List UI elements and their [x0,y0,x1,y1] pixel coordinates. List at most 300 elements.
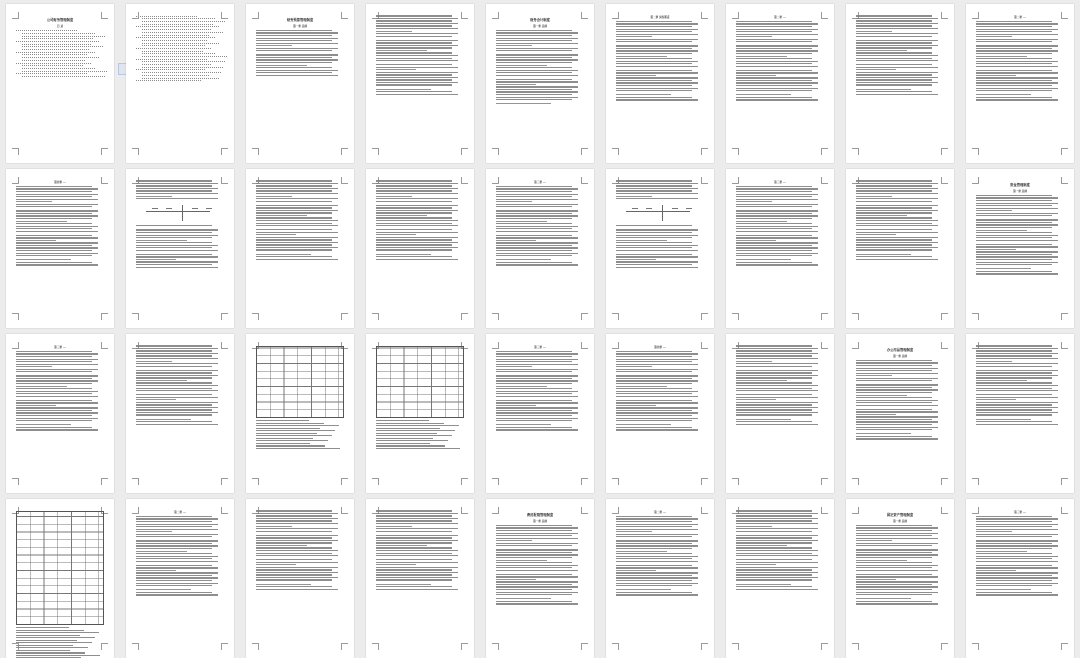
text-line [736,99,818,100]
text-line [736,97,812,98]
text-line [256,180,332,181]
text-line [976,580,1052,581]
page-thumbnail[interactable] [966,4,1074,163]
text-line [736,72,818,73]
text-line [376,579,452,580]
page-body [16,509,104,648]
text-line [16,391,98,392]
text-line [856,380,932,381]
text-line [496,429,578,430]
page-thumbnail[interactable] [486,334,594,493]
text-line [736,237,818,238]
text-line [376,91,452,92]
page-thumbnail[interactable] [726,334,834,493]
text-line [736,45,818,46]
text-line [496,594,572,595]
text-line [496,535,572,536]
text-line [736,579,812,580]
text-line [616,402,698,403]
text-line [256,201,332,202]
text-line [616,229,698,230]
text-line [976,565,1052,566]
page-thumbnail[interactable] [726,169,834,328]
text-line [256,212,332,213]
page-thumbnail[interactable] [366,169,474,328]
page-thumbnail[interactable] [606,334,714,493]
text-line [856,94,938,95]
text-line [136,380,187,381]
text-line [136,399,176,400]
text-line [376,531,452,532]
text-line [496,262,572,263]
page-thumbnail[interactable] [846,169,954,328]
text-line [736,528,818,529]
text-line [736,21,812,22]
text-line [136,372,212,373]
text-line [16,259,71,260]
page-thumbnail[interactable] [246,334,354,493]
text-line [376,584,431,585]
text-line [616,77,698,78]
text-line [496,242,578,243]
text-line [376,528,458,529]
text-line [976,545,1058,546]
text-line [376,42,452,43]
text-line [616,543,692,544]
text-line [616,589,671,590]
text-line [976,592,1052,593]
page-thumbnail[interactable] [726,4,834,163]
text-line [256,535,338,536]
text-line [736,559,812,560]
page-thumbnail[interactable] [966,334,1074,493]
text-line [16,632,99,633]
section-heading: 第四章 ... [654,346,666,349]
toc-entry [142,29,212,30]
toc-entry [142,53,216,54]
text-line [616,361,692,362]
text-line [616,23,698,24]
text-line [736,29,818,30]
text-line [16,218,92,219]
page-thumbnail[interactable] [126,499,234,658]
text-line [616,561,698,562]
text-line [376,60,458,61]
text-line [976,570,1016,571]
text-line [256,526,292,527]
page-thumbnail[interactable] [126,169,234,328]
text-line [616,66,698,67]
text-line [16,228,92,229]
text-line [376,518,458,519]
text-line [496,538,578,539]
text-line [616,526,692,527]
text-line [856,411,938,412]
text-line [496,380,578,381]
text-line [616,366,652,367]
text-line [856,72,938,73]
page-thumbnail[interactable] [486,169,594,328]
text-line [856,254,911,255]
text-line [616,429,698,430]
text-line [616,577,698,578]
text-line [976,380,1027,381]
text-line [616,553,692,554]
text-line [256,433,317,434]
text-line [496,562,572,563]
toc-entry [22,46,103,47]
text-line [376,196,412,197]
page-thumbnail[interactable] [246,169,354,328]
text-line [976,23,1058,24]
text-line [496,221,547,222]
text-line [976,553,1052,554]
text-line [616,420,692,421]
toc-entry [136,26,219,27]
text-line [616,56,667,57]
text-line [16,253,98,254]
text-line [976,97,1052,98]
text-line [616,88,698,89]
text-line [616,225,692,226]
text-line [496,240,536,241]
text-line [856,419,932,420]
text-line [976,353,1058,354]
table [376,346,464,418]
text-line [616,240,667,241]
text-line [136,534,218,535]
text-line [136,264,212,265]
toc-entry [16,63,92,64]
page-thumbnail[interactable] [846,4,954,163]
page-thumbnail[interactable] [366,499,474,658]
text-line [976,345,1052,346]
text-line [736,26,812,27]
text-line [136,551,187,552]
page-thumbnail[interactable] [126,334,234,493]
text-line [976,195,1052,196]
text-line [16,420,92,421]
text-line [736,394,812,395]
text-line [976,99,1058,100]
text-line [736,419,791,420]
text-line [16,353,98,354]
text-line [256,183,338,184]
text-line [736,409,812,410]
text-line [496,576,578,577]
text-line [256,229,332,230]
table [256,346,344,418]
text-line [856,567,932,568]
page-thumbnail[interactable] [966,169,1074,328]
text-line [976,540,1058,541]
text-line [376,89,431,90]
page-thumbnail[interactable] [6,334,114,493]
text-line [736,85,812,86]
page-thumbnail[interactable] [606,169,714,328]
text-line [856,188,938,189]
text-line [736,385,818,386]
page-thumbnail[interactable] [846,499,954,658]
text-line [496,420,572,421]
text-line [616,190,692,191]
text-line [976,41,1052,42]
page-thumbnail[interactable] [126,4,234,163]
page-title: 公司财务管理制度 [46,18,74,22]
text-line [856,565,938,566]
text-line [256,572,338,573]
text-line [736,399,776,400]
text-line [736,567,818,568]
page-body [976,344,1064,483]
text-line [376,82,458,83]
text-line [856,79,932,80]
text-line [136,592,212,593]
text-line [256,574,332,575]
text-line [736,412,818,413]
page-thumbnail[interactable] [6,499,114,658]
text-line [16,204,98,205]
text-line [376,40,458,41]
text-line [136,247,212,248]
text-line [136,355,212,356]
page-body [136,14,224,153]
text-line [856,60,938,61]
text-line [256,196,292,197]
text-line [136,237,212,238]
text-line [856,210,938,211]
text-line [616,364,698,365]
text-line [256,518,338,519]
text-line [856,183,938,184]
toc-entry [142,32,223,33]
text-line [136,388,212,389]
text-line [976,372,1052,373]
text-line [976,561,1058,562]
text-line [976,45,1058,46]
text-line [736,584,791,585]
text-line [856,31,892,32]
text-line [736,363,818,364]
text-line [136,409,212,410]
text-line [496,57,572,58]
text-line [376,589,458,590]
page-thumbnail[interactable] [6,4,114,163]
page-thumbnail[interactable] [6,169,114,328]
text-line [496,213,572,214]
text-line [496,70,578,71]
text-line [616,518,698,519]
text-line [976,48,1052,49]
text-line [376,220,458,221]
text-line [856,527,938,528]
text-line [496,592,578,593]
text-line [496,84,536,85]
text-line [856,538,938,539]
text-line [376,562,458,563]
text-line [856,64,932,65]
text-line [376,254,431,255]
section-heading: 第一章 总则 [533,25,547,28]
text-line [496,103,551,104]
text-line [136,254,212,255]
text-line [736,350,812,351]
text-line [616,400,692,401]
toc-entry [142,56,227,57]
text-line [136,531,172,532]
text-line [736,262,812,263]
text-line [736,402,818,403]
page-thumbnail[interactable] [366,4,474,163]
text-line [856,247,938,248]
text-line [736,50,818,51]
text-line [376,430,455,431]
text-line [976,409,1052,410]
text-line [856,560,907,561]
text-line [736,353,818,354]
text-line [976,246,1058,247]
text-line [376,526,412,527]
text-line [976,363,1058,364]
text-line [256,67,332,68]
page-title: 资金管理制度 [1010,183,1030,187]
text-line [256,35,332,36]
text-line [256,30,332,31]
text-line [496,557,572,558]
text-line [496,552,572,553]
text-line [616,254,692,255]
text-line [976,382,1052,383]
text-line [736,414,812,415]
text-line [856,592,938,593]
text-line [376,564,416,565]
text-line [256,562,338,563]
text-line [256,43,338,44]
text-line [496,386,547,387]
text-line [496,210,578,211]
text-line [856,25,932,26]
text-line [376,28,458,29]
page-thumbnail[interactable] [246,499,354,658]
page-thumbnail[interactable] [846,334,954,493]
text-line [616,63,692,64]
page-body [736,179,824,318]
text-line [736,382,812,383]
text-line [856,212,932,213]
text-line [856,392,932,393]
page-thumbnail[interactable] [486,4,594,163]
text-line [856,40,938,41]
text-line [496,383,572,384]
text-line [736,215,818,216]
text-line [496,91,578,92]
text-line [256,259,338,260]
text-line [856,581,938,582]
text-line [256,190,332,191]
text-line [616,391,698,392]
text-line [16,226,98,227]
text-line [136,225,212,226]
text-line [976,350,1052,351]
text-line [376,20,452,21]
text-line [496,574,572,575]
text-line [496,353,578,354]
text-line [976,536,1052,537]
text-line [856,193,938,194]
page-thumbnail[interactable] [366,334,474,493]
text-line [376,232,458,233]
text-line [856,540,892,541]
text-line [616,375,698,376]
page-body [736,509,824,648]
text-line [376,577,458,578]
text-line [16,199,98,200]
text-line [856,234,896,235]
text-line [496,415,572,416]
text-line [256,440,328,441]
text-line [16,247,98,248]
text-line [376,55,458,56]
text-line [136,521,212,522]
text-line [856,402,932,403]
text-line [976,358,1058,359]
text-line [976,53,1052,54]
text-line [856,429,932,430]
text-line [736,421,812,422]
text-line [16,215,98,216]
page-thumbnail[interactable] [726,499,834,658]
text-line [16,188,98,189]
text-line [136,390,218,391]
text-line [376,67,458,68]
text-line [376,47,452,48]
text-line [736,75,776,76]
page-thumbnail[interactable] [606,4,714,163]
text-line [16,652,85,653]
page-thumbnail[interactable] [606,499,714,658]
text-line [136,570,176,571]
text-line [736,41,812,42]
text-line [976,61,1058,62]
text-line [976,237,1052,238]
page-thumbnail[interactable] [486,499,594,658]
text-line [16,262,92,263]
text-line [856,58,932,59]
text-line [616,531,652,532]
text-line [136,259,176,260]
text-line [856,545,932,546]
text-line [616,410,692,411]
text-line [496,235,572,236]
page-body [256,14,344,153]
text-line [376,520,452,521]
text-line [376,545,427,546]
text-line [976,56,1027,57]
text-line [496,388,572,389]
text-line [136,518,218,519]
text-line [256,72,332,73]
page-body [736,14,824,153]
section-heading: 第一章 总则 [293,25,307,28]
text-line [616,21,692,22]
text-line [616,356,692,357]
text-line [376,207,452,208]
page-thumbnail[interactable] [246,4,354,163]
page-thumbnail[interactable] [966,499,1074,658]
text-line [856,416,938,417]
text-line [736,201,772,202]
text-line [736,518,818,519]
